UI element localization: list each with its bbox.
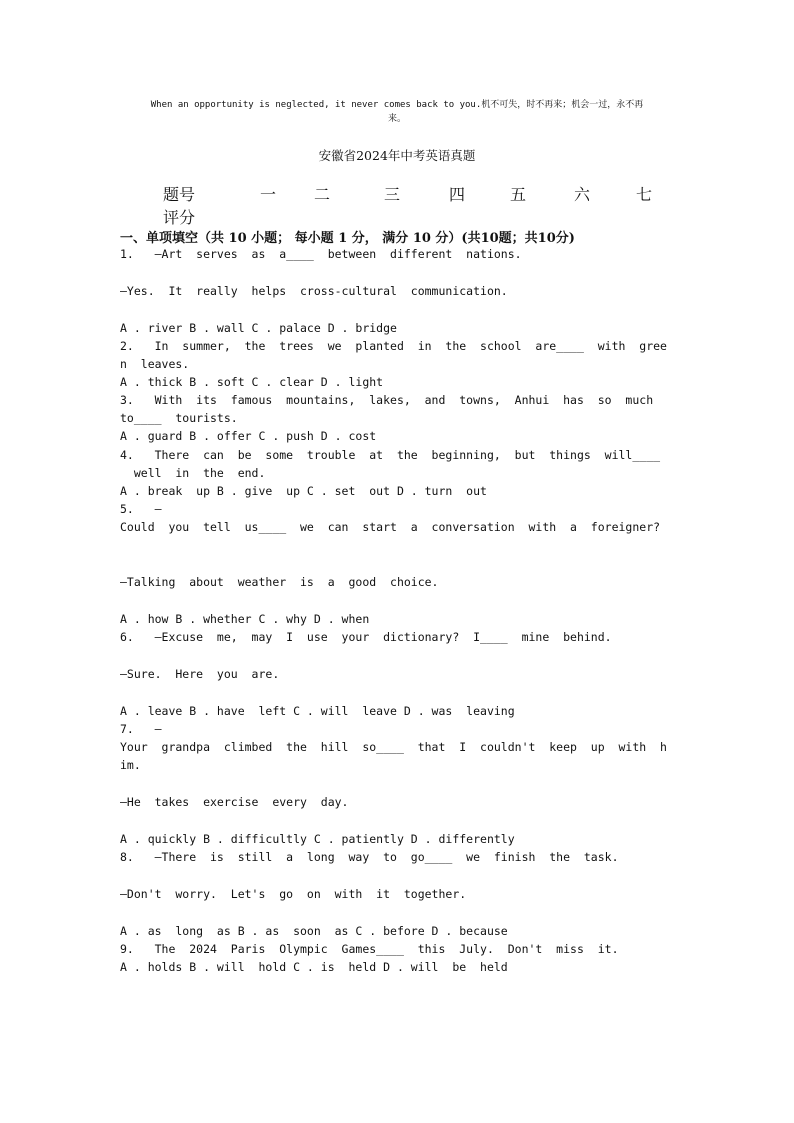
score-col-2: 二 <box>314 185 331 204</box>
score-col-6: 六 <box>574 185 591 204</box>
question-line: —Yes. It really helps cross-cultural communication. <box>120 284 508 298</box>
question-line: 3. With its famous mountains, lakes, and towns, Anhui has so much <box>120 393 654 407</box>
question-line: 4. There can be some trouble at the beginning, but things will____ <box>120 448 661 462</box>
motto-line-2: 来。 <box>387 114 406 124</box>
options-line: A . guard B . offer C . push D . cost <box>120 429 377 443</box>
score-col-3: 三 <box>384 185 401 204</box>
question-line: 1. —Art serves as a____ between different nations. <box>120 247 522 261</box>
score-col-4: 四 <box>449 185 466 204</box>
question-line: 6. —Excuse me, may I use your dictionary? I____ mine behind. <box>120 630 612 644</box>
score-col-7: 七 <box>636 185 653 204</box>
question-line: —Talking about weather is a good choice. <box>120 575 439 589</box>
question-line: 5. — <box>120 502 162 516</box>
motto-line-1: When an opportunity is neglected, it never comes back to you.机不可失，时不再来；机会一过，永不再 <box>150 100 644 110</box>
question-line: im. <box>120 758 141 772</box>
options-line: A . river B . wall C . palace D . bridge <box>120 321 397 335</box>
question-line: to____ tourists. <box>120 411 238 425</box>
question-line: —Sure. Here you are. <box>120 667 280 681</box>
question-line: 2. In summer, the trees we planted in the school are____ with gree <box>120 339 667 353</box>
score-label: 评分 <box>163 208 196 227</box>
question-line: well in the end. <box>120 466 266 480</box>
question-line: —He takes exercise every day. <box>120 795 349 809</box>
question-line: 9. The 2024 Paris Olympic Games____ this July. Don't miss it. <box>120 942 619 956</box>
options-line: A . how B . whether C . why D . when <box>120 612 370 626</box>
question-line: Your grandpa climbed the hill so____ that I couldn't keep up with h <box>120 740 667 754</box>
options-line: A . break up B . give up C . set out D . turn out <box>120 484 487 498</box>
options-line: A . leave B . have left C . will leave D . was leaving <box>120 704 515 718</box>
options-line: A . quickly B . difficultly C . patiently D . differently <box>120 832 515 846</box>
question-line: Could you tell us____ we can start a conversation with a foreigner? <box>120 520 661 534</box>
motto <box>0 98 794 126</box>
options-line: A . holds B . will hold C . is held D . will be held <box>120 960 508 974</box>
page-title: 安徽省2024年中考英语真题 <box>318 148 476 163</box>
question-line: 8. —There is still a long way to go____ we finish the task. <box>120 850 619 864</box>
options-line: A . as long as B . as soon as C . before D . because <box>120 924 508 938</box>
question-line: —Don't worry. Let's go on with it together. <box>120 887 467 901</box>
section-heading: 一、单项填空（共 10 小题； 每小题 1 分， 满分 10 分）(共10题；共10分) <box>120 231 575 246</box>
question-line: 7. — <box>120 722 162 736</box>
score-col-1: 一 <box>260 185 277 204</box>
question-line: n leaves. <box>120 357 190 371</box>
options-line: A . thick B . soft C . clear D . light <box>120 375 384 389</box>
score-col-5: 五 <box>510 185 527 204</box>
score-table-label: 题号 <box>163 185 196 204</box>
